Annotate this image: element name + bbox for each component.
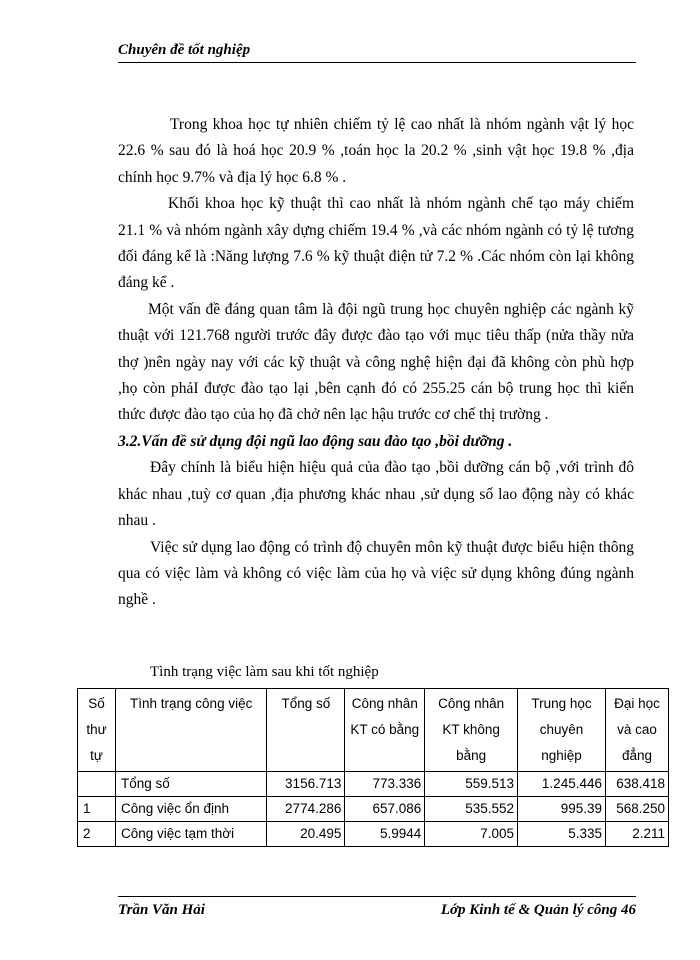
header-cell-index: Số thư tự	[78, 689, 116, 772]
table-cell: 535.552	[425, 797, 518, 822]
table-cell: 568.250	[605, 797, 668, 822]
table-cell: 638.418	[605, 772, 668, 797]
footer-rule	[118, 896, 636, 897]
table-row	[78, 822, 669, 847]
table-row	[78, 797, 669, 822]
employment-table	[77, 688, 669, 847]
table-cell: 1.245.446	[518, 772, 606, 797]
paragraph-engineering: Khối khoa học kỹ thuật thì cao nhất là nhóm ngành chế tạo máy chiếm 21.1 % và nhóm ngành xây dựng chiếm 19.4 % ,và các nhóm ngành có tỷ lệ tương đối đáng kể là :Năng lượng 7.6 % kỹ thuật điện tử 7.2 % .Các nhóm còn lại không đáng kể .	[118, 195, 634, 292]
table-cell: 2	[78, 822, 116, 847]
section-heading: 3.2.Vấn đề sử dụng đội ngũ lao động sau đào tạo ,bồi dưỡng .	[118, 432, 513, 450]
footer-author: Trần Văn Hải	[118, 902, 205, 918]
table-cell: 7.005	[425, 822, 518, 847]
header-cell-status: Tình trạng công việc	[115, 689, 266, 772]
header-rule	[118, 62, 636, 63]
paragraph-employment-usage: Việc sử dụng lao động có trình độ chuyên môn kỹ thuật được biểu hiện thông qua có việc làm và không có việc làm của họ và việc sử dụng không đúng ngành nghề .	[118, 538, 634, 609]
table-cell: 5.9944	[345, 822, 425, 847]
table-cell: 657.086	[345, 797, 425, 822]
paragraph-vocational-staff: Một vấn đề đáng quan tâm là đội ngũ trung học chuyên nghiệp các ngành kỹ thuật với 121.768 người trước đây được đào tạo với mục tiêu thấp (nửa thầy nửa thợ )nên ngày nay với các kỹ thuật và công nghệ hiện đại đã không còn phù hợp ,họ còn phảI được đào tạo lại ,bên cạnh đó có 255.25 cán bộ trung học thì kiến thức được đào tạo của họ đã chở nên lạc hậu trước cơ chế thị trường .	[118, 300, 634, 424]
paragraph-efficiency: Đây chính là biểu hiện hiệu quả của đào tạo ,bồi dưỡng cán bộ ,với trình đô khác nhau ,tuỳ cơ quan ,địa phương khác nhau ,sử dụng số lao động này có khác nhau .	[118, 459, 634, 530]
table-row	[78, 772, 669, 797]
table-cell: 559.513	[425, 772, 518, 797]
table-cell: 2774.286	[267, 797, 345, 822]
table-cell: 3156.713	[267, 772, 345, 797]
table-cell: 2.211	[605, 822, 668, 847]
table-caption: Tình trạng việc làm sau khi tốt nghiệp	[150, 664, 379, 680]
table-cell: 773.336	[345, 772, 425, 797]
header-cell-total: Tổng số	[267, 689, 345, 772]
table-cell: 20.495	[267, 822, 345, 847]
header-cell-certified-workers: Công nhân KT có bằng	[345, 689, 425, 772]
footer-class: Lớp Kinh tế & Quản lý công 46	[440, 902, 636, 918]
table-cell: 5.335	[518, 822, 606, 847]
page-header-title: Chuyên đề tốt nghiệp	[118, 42, 251, 58]
table-cell: Tổng số	[115, 772, 266, 797]
header-cell-university: Đại học và cao đẳng	[605, 689, 668, 772]
paragraph-natural-sciences: Trong khoa học tự nhiên chiếm tỷ lệ cao nhất là nhóm ngành vật lý học 22.6 % sau đó là hoá học 20.9 % ,toán học la 20.2 % ,sinh vật học 19.8 % ,địa chính học 9.7% và địa lý học 6.8 % .	[118, 116, 634, 186]
header-cell-vocational: Trung học chuyên nghiệp	[518, 689, 606, 772]
document-body	[118, 112, 634, 614]
header-cell-uncertified-workers: Công nhân KT không bằng	[425, 689, 518, 772]
table-header-row	[78, 689, 669, 772]
table-cell: Công việc ổn định	[115, 797, 266, 822]
table-cell: Công việc tạm thời	[115, 822, 266, 847]
table-cell	[78, 772, 116, 797]
table-cell: 995.39	[518, 797, 606, 822]
table-cell: 1	[78, 797, 116, 822]
